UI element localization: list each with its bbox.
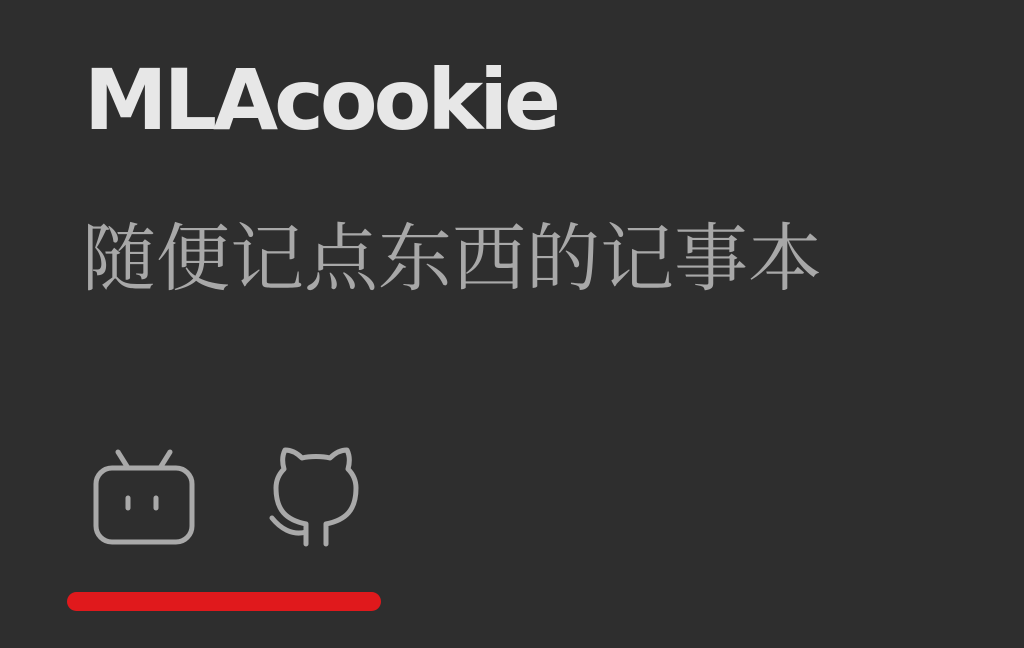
bilibili-link[interactable]	[90, 446, 198, 550]
bilibili-icon	[90, 446, 198, 550]
github-link[interactable]	[264, 444, 368, 552]
github-icon	[264, 444, 368, 552]
active-link-underline	[67, 592, 381, 611]
site-title: MLAcookie	[84, 51, 557, 149]
site-subtitle: 随便记点东西的记事本	[82, 216, 822, 302]
